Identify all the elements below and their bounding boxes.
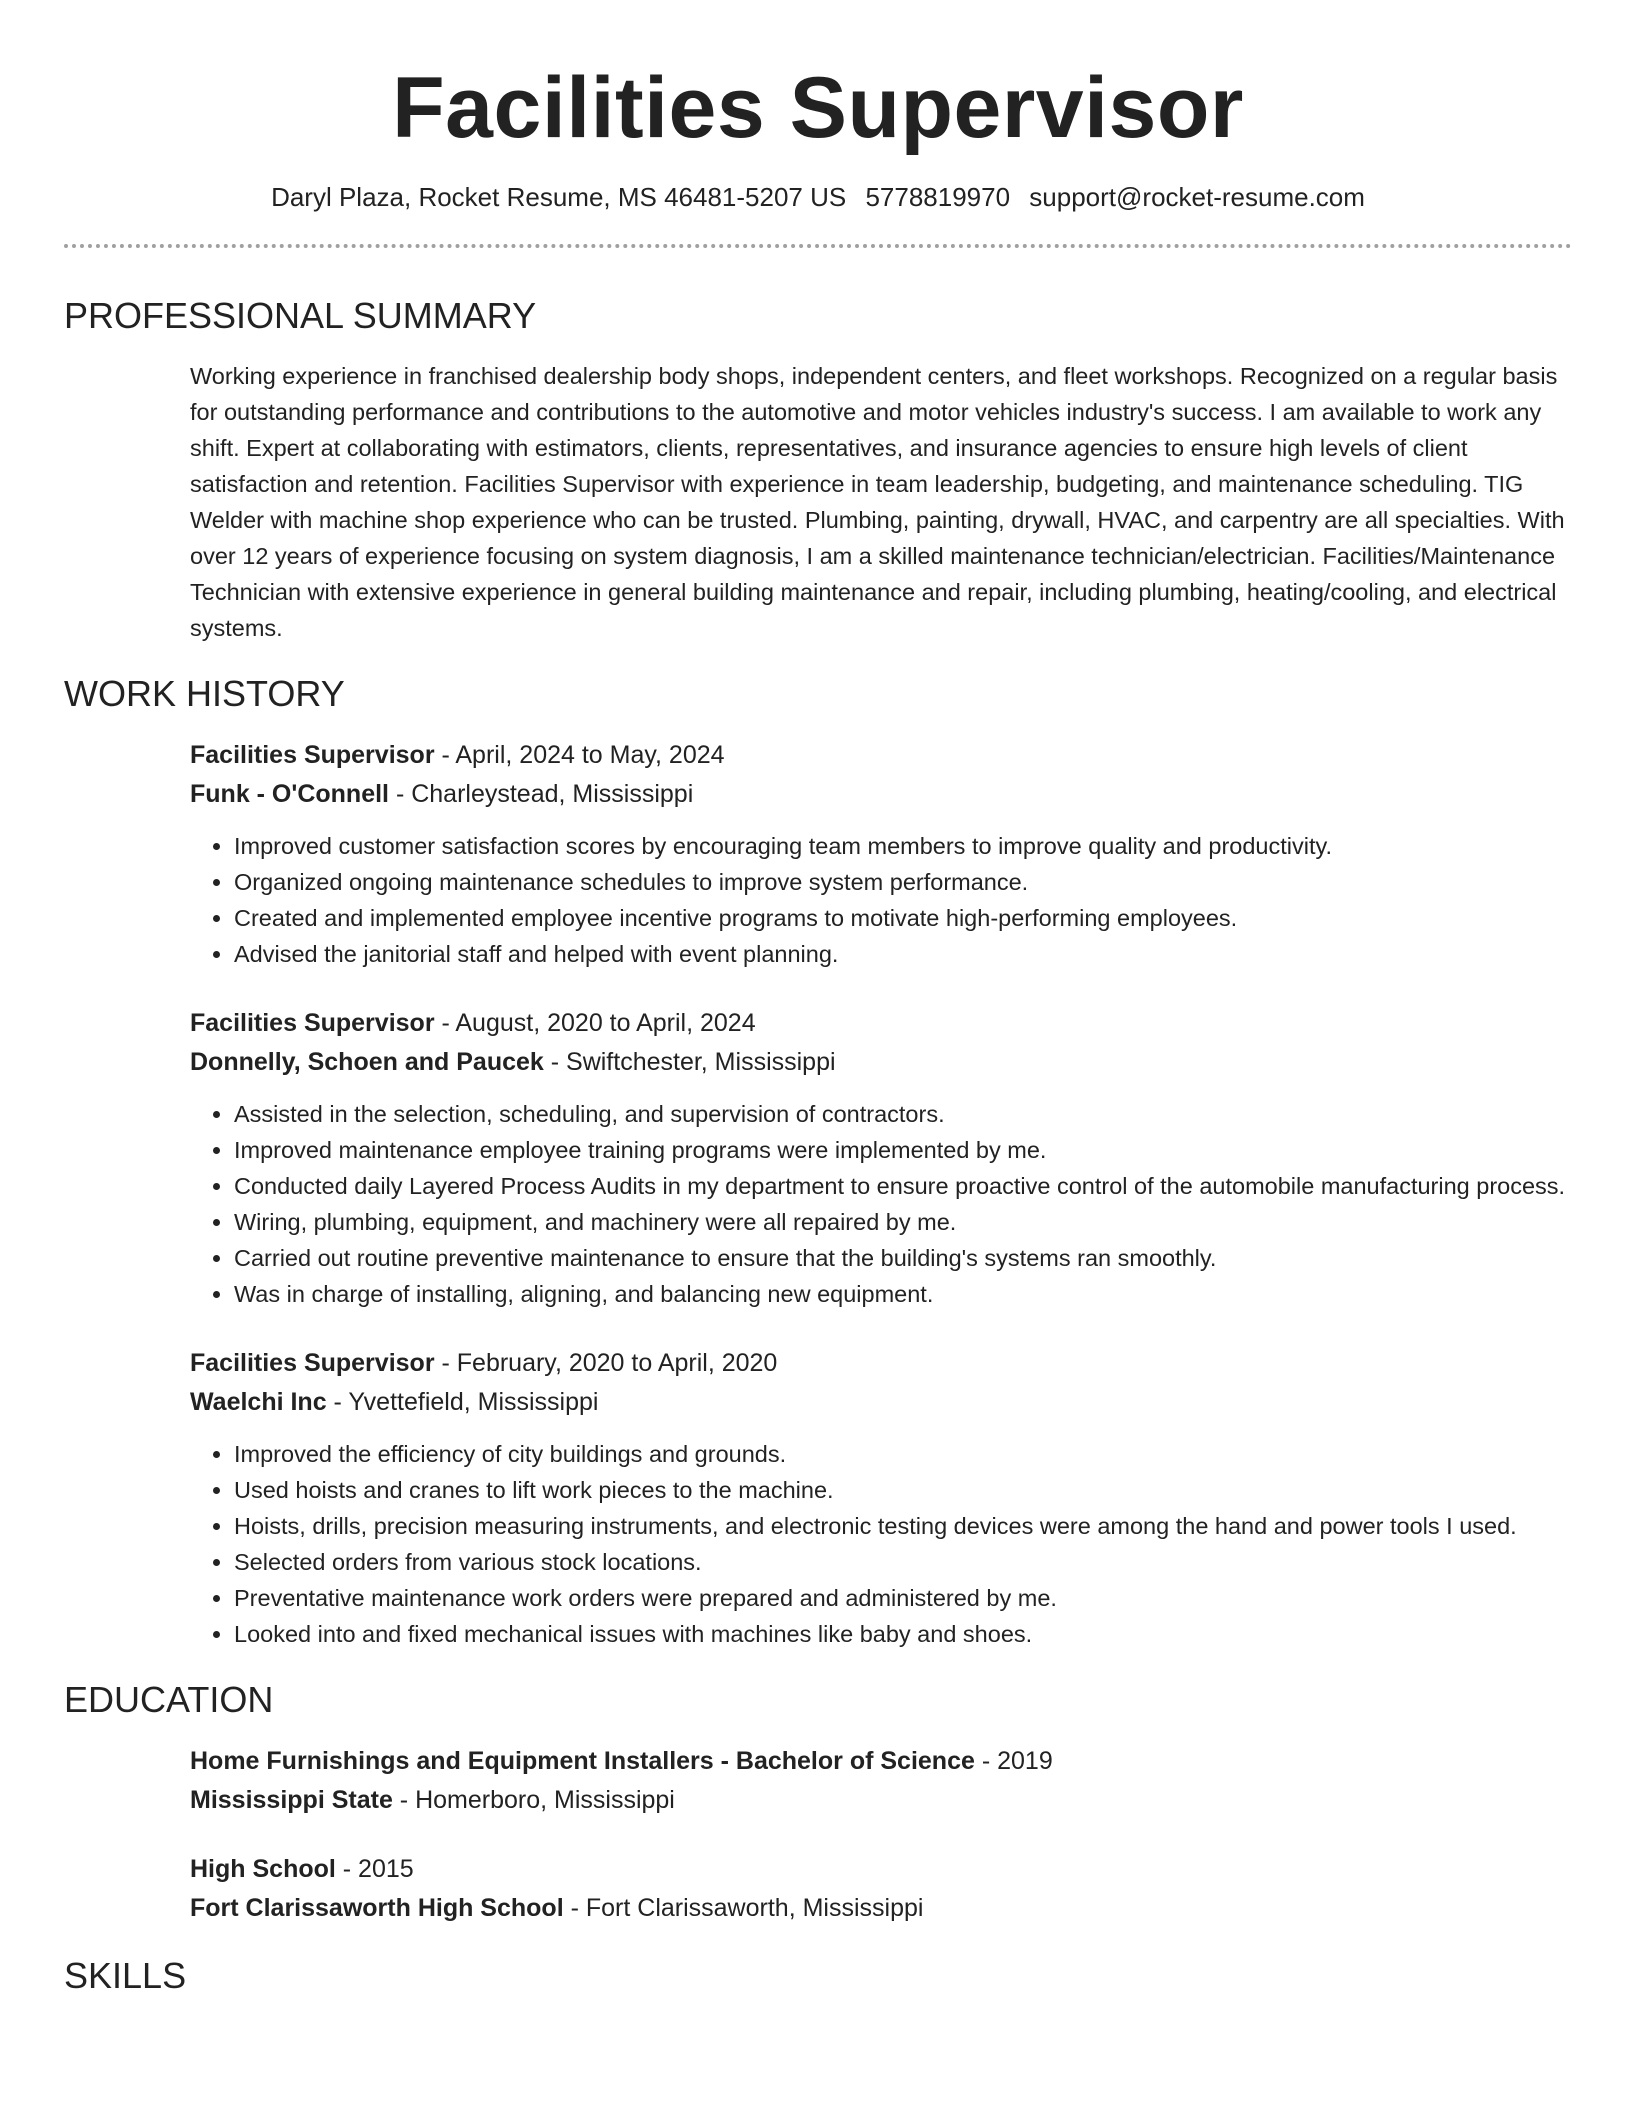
job-bullet: • Carried out routine preventive maintenance to ensure that the building's systems ran smoothly. — [234, 1240, 1572, 1276]
job-bullet: • Was in charge of installing, aligning, and balancing new equipment. — [234, 1276, 1572, 1312]
job-location: - Charleystead, Mississippi — [389, 780, 694, 808]
job-bullet: • Advised the janitorial staff and helped with event planning. — [234, 936, 1572, 972]
summary-heading: PROFESSIONAL SUMMARY — [64, 295, 537, 336]
education-entry — [190, 1742, 1572, 1820]
job-bullet: • Hoists, drills, precision measuring instruments, and electronic testing devices were among the hand and power tools I used. — [234, 1508, 1572, 1544]
education-entry — [190, 1850, 1572, 1928]
job-company: Donnelly, Schoen and Paucek — [190, 1048, 544, 1076]
contact-line — [64, 180, 1572, 214]
job-bullets — [190, 1436, 1572, 1652]
resume-page — [64, 0, 1572, 1998]
work-history-heading: WORK HISTORY — [64, 673, 345, 714]
job-bullet: • Improved customer satisfaction scores by encouraging team members to improve quality and productivity. — [234, 828, 1572, 864]
contact-address: Daryl Plaza, Rocket Resume, MS 46481-5207 US — [271, 182, 847, 212]
degree-name: Home Furnishings and Equipment Installers - Bachelor of Science — [190, 1747, 975, 1775]
school-location: - Homerboro, Mississippi — [392, 1786, 675, 1814]
job-company: Waelchi Inc — [190, 1388, 327, 1416]
job-bullet: • Conducted daily Layered Process Audits in my department to ensure proactive control of the automobile manufacturing process. — [234, 1168, 1572, 1204]
job-entry — [190, 736, 1572, 972]
job-entry — [190, 1004, 1572, 1312]
degree-line — [190, 1850, 1572, 1889]
job-location: - Swiftchester, Mississippi — [543, 1048, 836, 1076]
job-bullet: • Looked into and fixed mechanical issues with machines like baby and shoes. — [234, 1616, 1572, 1652]
degree-name: High School — [190, 1855, 336, 1883]
job-bullet: • Preventative maintenance work orders were prepared and administered by me. — [234, 1580, 1572, 1616]
job-company-line — [190, 1043, 1572, 1082]
job-title-line — [190, 1344, 1572, 1383]
job-title-line — [190, 1004, 1572, 1043]
summary-section — [190, 358, 1572, 646]
school-location: - Fort Clarissaworth, Mississippi — [563, 1894, 924, 1922]
job-dates: - August, 2020 to April, 2024 — [434, 1009, 756, 1037]
job-bullets — [190, 828, 1572, 972]
job-entry — [190, 1344, 1572, 1652]
job-dates: - February, 2020 to April, 2020 — [434, 1349, 778, 1377]
job-bullet: • Organized ongoing maintenance schedules to improve system performance. — [234, 864, 1572, 900]
school-line — [190, 1889, 1572, 1928]
degree-year: - 2019 — [974, 1747, 1053, 1775]
contact-phone: 5778819970 — [865, 182, 1011, 212]
job-company-line — [190, 775, 1572, 814]
job-role: Facilities Supervisor — [190, 1349, 435, 1377]
school-name: Mississippi State — [190, 1786, 393, 1814]
job-bullet: • Improved maintenance employee training programs were implemented by me. — [234, 1132, 1572, 1168]
degree-line — [190, 1742, 1572, 1781]
degree-year: - 2015 — [335, 1855, 414, 1883]
school-line — [190, 1781, 1572, 1820]
job-location: - Yvettefield, Mississippi — [326, 1388, 599, 1416]
job-bullet: • Selected orders from various stock locations. — [234, 1544, 1572, 1580]
job-company-line — [190, 1383, 1572, 1422]
job-title-line — [190, 736, 1572, 775]
job-role: Facilities Supervisor — [190, 1009, 435, 1037]
contact-email: support@rocket-resume.com — [1029, 182, 1365, 212]
job-bullet: • Assisted in the selection, scheduling, and supervision of contractors. — [234, 1096, 1572, 1132]
education-heading: EDUCATION — [64, 1679, 274, 1720]
job-company: Funk - O'Connell — [190, 780, 389, 808]
job-bullet: • Wiring, plumbing, equipment, and machinery were all repaired by me. — [234, 1204, 1572, 1240]
job-dates: - April, 2024 to May, 2024 — [434, 741, 725, 769]
work-history-section — [190, 736, 1572, 1652]
job-role: Facilities Supervisor — [190, 741, 435, 769]
summary-text: Working experience in franchised dealership body shops, independent centers, and fleet workshops. Recognized on a regular basis for outstanding performance and contributions to the automotive and motor vehicles industry's success. I am available to work any shift. Expert at collaborating with estimators, clients, representatives, and insurance agencies to ensure high levels of client satisfaction and retention. Facilities Supervisor with experience in team leadership, budgeting, and maintenance scheduling. TIG Welder with machine shop experience who can be trusted. Plumbing, painting, drywall, HVAC, and carpentry are all specialties. With over 12 years of experience focusing on system diagnosis, I am a skilled maintenance technician/electrician. Facilities/Maintenance Technician with extensive experience in general building maintenance and repair, including plumbing, heating/cooling, and electrical systems. — [190, 363, 1565, 641]
education-section — [190, 1742, 1572, 1928]
header-divider — [64, 244, 1572, 248]
job-bullet: • Created and implemented employee incentive programs to motivate high-performing employees. — [234, 900, 1572, 936]
resume-title: Facilities Supervisor — [392, 60, 1244, 156]
school-name: Fort Clarissaworth High School — [190, 1894, 564, 1922]
job-bullets — [190, 1096, 1572, 1312]
skills-heading: SKILLS — [64, 1955, 187, 1996]
job-bullet: • Improved the efficiency of city buildings and grounds. — [234, 1436, 1572, 1472]
job-bullet: • Used hoists and cranes to lift work pieces to the machine. — [234, 1472, 1572, 1508]
